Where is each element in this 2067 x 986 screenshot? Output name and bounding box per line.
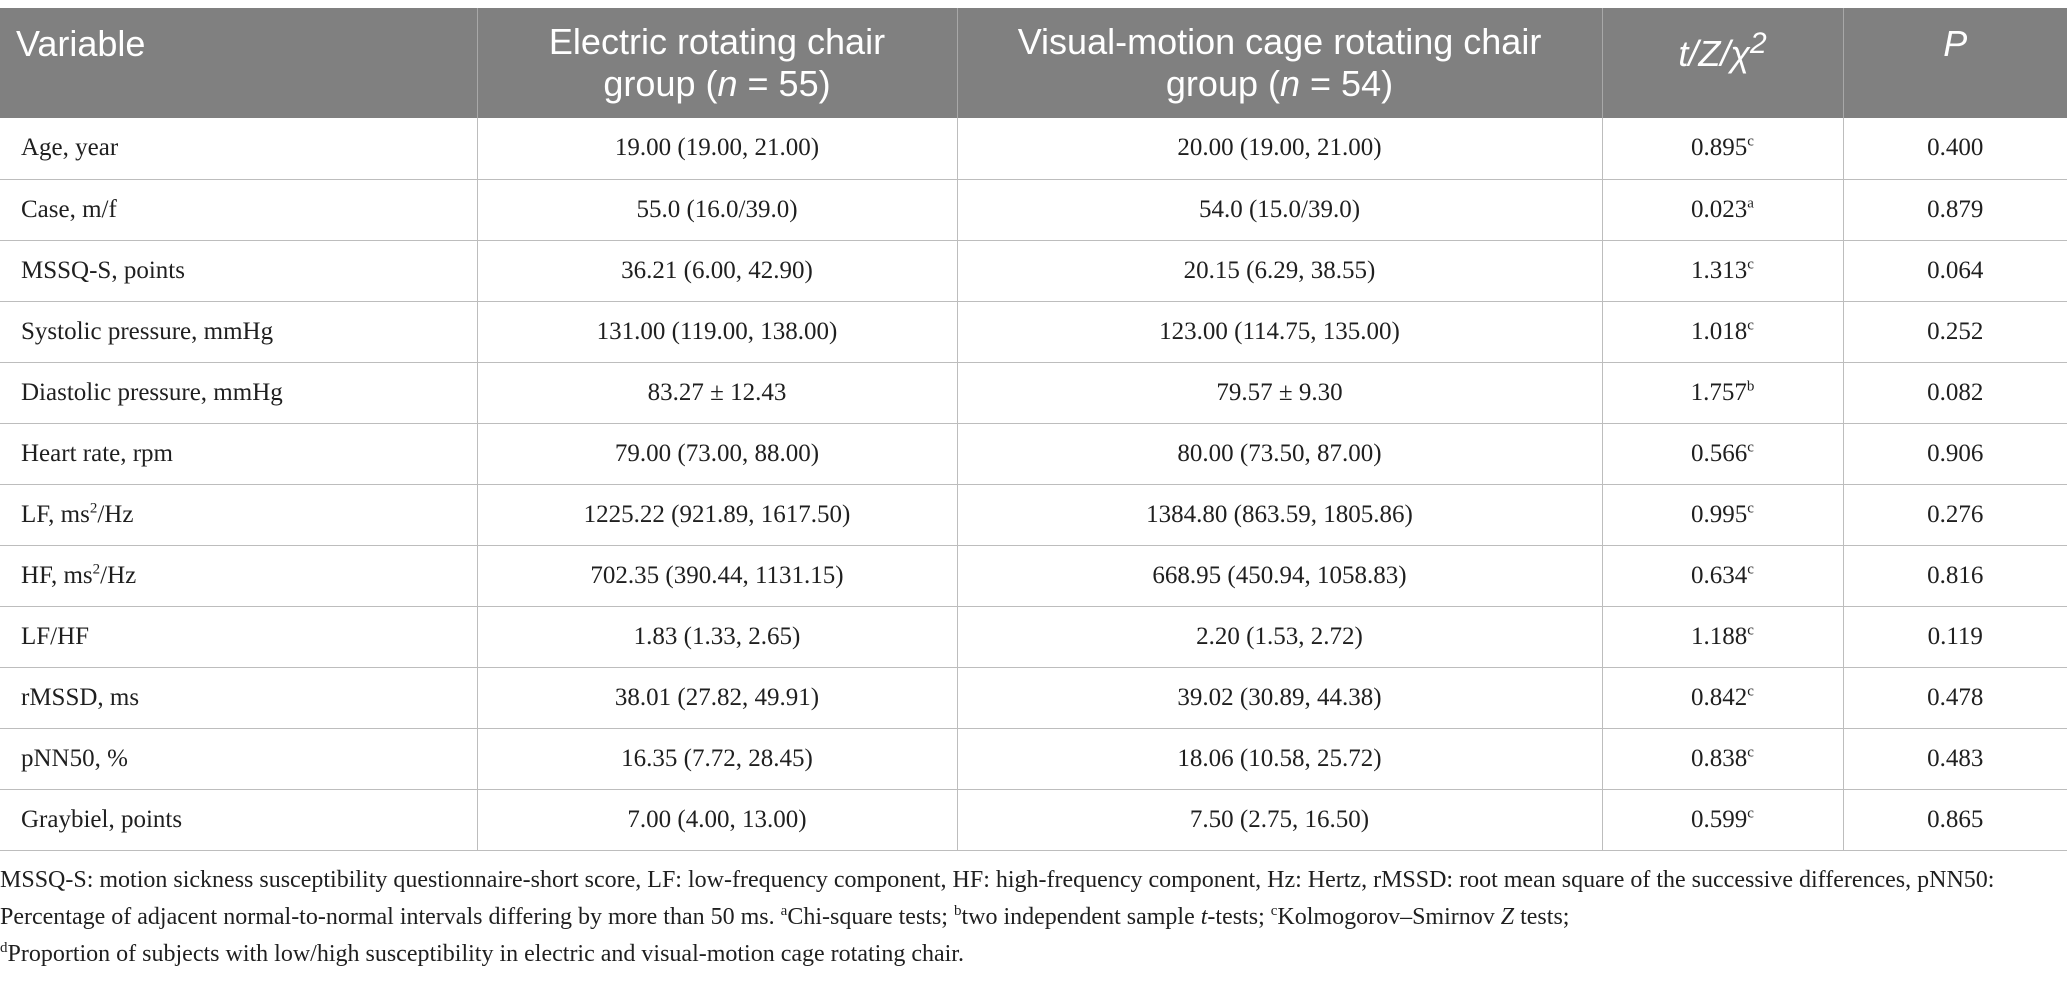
cell-variable <box>0 484 477 545</box>
variable-text: Case, m/f <box>21 195 117 223</box>
footnote-c-text2: tests; <box>1514 904 1570 930</box>
table-row <box>0 362 2067 423</box>
footnote-a-text: Chi-square tests; <box>787 904 954 930</box>
table-row <box>0 118 2067 179</box>
cell-p-value: 0.865 <box>1843 789 2067 850</box>
statistic-test-marker: c <box>1747 500 1754 517</box>
cell-statistic <box>1602 667 1843 728</box>
cell-electric: 7.00 (4.00, 13.00) <box>477 789 957 850</box>
header-statistic-label: t/Z/χ <box>1678 33 1750 74</box>
header-visual-group <box>957 8 1602 118</box>
footnote-d-text: Proportion of subjects with low/high susceptibility in electric and visual-motion cage rotating chair. <box>7 941 964 967</box>
statistic-test-marker: c <box>1747 805 1754 822</box>
cell-variable <box>0 545 477 606</box>
variable-text: LF, ms <box>21 500 90 528</box>
cell-visual: 54.0 (15.0/39.0) <box>957 179 1602 240</box>
cell-electric: 1.83 (1.33, 2.65) <box>477 606 957 667</box>
footnote-abbreviations: MSSQ-S: motion sickness susceptibility questionnaire-short score, LF: low-frequency component, HF: high-frequency component, Hz: Hertz, rMSSD: root mean square of the successive differences, pNN50: Percentage of adjacent normal-to-normal intervals differing by more than 50 ms. <box>0 867 1995 930</box>
table-row <box>0 179 2067 240</box>
header-electric-pre: group ( <box>603 63 718 104</box>
cell-visual: 668.95 (450.94, 1058.83) <box>957 545 1602 606</box>
cell-p-value: 0.400 <box>1843 118 2067 179</box>
variable-text: LF/HF <box>21 622 90 650</box>
cell-electric: 55.0 (16.0/39.0) <box>477 179 957 240</box>
statistic-value: 0.838 <box>1691 744 1748 772</box>
variable-text: rMSSD, ms <box>21 683 140 711</box>
statistic-test-marker: c <box>1747 561 1754 578</box>
variable-unit-suffix: /Hz <box>100 561 137 589</box>
variable-text: Heart rate, rpm <box>21 439 174 467</box>
header-electric-group <box>477 8 957 118</box>
cell-electric: 79.00 (73.00, 88.00) <box>477 423 957 484</box>
statistic-test-marker: c <box>1747 256 1754 273</box>
cell-statistic <box>1602 789 1843 850</box>
footnote-marker-a: a <box>780 903 788 919</box>
cell-p-value: 0.252 <box>1843 301 2067 362</box>
cell-visual: 7.50 (2.75, 16.50) <box>957 789 1602 850</box>
footnote-b-text: two independent sample <box>961 904 1201 930</box>
cell-visual: 20.15 (6.29, 38.55) <box>957 240 1602 301</box>
table-row <box>0 484 2067 545</box>
cell-variable <box>0 240 477 301</box>
statistic-value: 0.023 <box>1691 195 1748 223</box>
header-p-value <box>1843 8 2067 118</box>
cell-electric: 83.27 ± 12.43 <box>477 362 957 423</box>
cell-electric: 16.35 (7.72, 28.45) <box>477 728 957 789</box>
variable-text: Age, year <box>21 134 119 162</box>
footnote-marker-d: d <box>0 940 8 956</box>
cell-electric: 38.01 (27.82, 49.91) <box>477 667 957 728</box>
cell-statistic <box>1602 606 1843 667</box>
cell-visual: 18.06 (10.58, 25.72) <box>957 728 1602 789</box>
statistic-test-marker: a <box>1747 195 1754 212</box>
statistic-test-marker: c <box>1747 317 1754 334</box>
statistic-value: 0.566 <box>1691 439 1748 467</box>
header-electric-post: = 55) <box>737 63 831 104</box>
header-p-label: P <box>1943 23 1968 64</box>
variable-text: pNN50, % <box>21 744 128 772</box>
cell-electric: 1225.22 (921.89, 1617.50) <box>477 484 957 545</box>
statistic-value: 0.842 <box>1691 683 1748 711</box>
cell-visual: 39.02 (30.89, 44.38) <box>957 667 1602 728</box>
cell-variable <box>0 362 477 423</box>
cell-statistic <box>1602 301 1843 362</box>
cell-statistic <box>1602 179 1843 240</box>
variable-unit-sup: 2 <box>92 561 101 578</box>
statistic-value: 1.313 <box>1691 256 1748 284</box>
footnote-marker-b: b <box>953 903 962 919</box>
cell-p-value: 0.483 <box>1843 728 2067 789</box>
header-electric-line1: Electric rotating chair <box>548 21 886 62</box>
cell-visual: 80.00 (73.50, 87.00) <box>957 423 1602 484</box>
cell-p-value: 0.816 <box>1843 545 2067 606</box>
statistic-test-marker: c <box>1747 439 1754 456</box>
cell-statistic <box>1602 728 1843 789</box>
cell-visual: 2.20 (1.53, 2.72) <box>957 606 1602 667</box>
cell-variable <box>0 789 477 850</box>
statistic-test-marker: c <box>1747 133 1754 150</box>
statistic-value: 0.599 <box>1691 805 1748 833</box>
variable-text: Graybiel, points <box>21 805 183 833</box>
footnote-c-z: Z <box>1500 904 1515 930</box>
header-visual-post: = 54) <box>1300 63 1394 104</box>
variable-text: Diastolic pressure, mmHg <box>21 378 283 406</box>
table-row <box>0 728 2067 789</box>
cell-variable <box>0 179 477 240</box>
table-row <box>0 301 2067 362</box>
variable-unit-sup: 2 <box>89 500 98 517</box>
cell-visual: 123.00 (114.75, 135.00) <box>957 301 1602 362</box>
table-footnote <box>0 862 2050 973</box>
statistic-test-marker: c <box>1747 622 1754 639</box>
cell-electric: 36.21 (6.00, 42.90) <box>477 240 957 301</box>
cell-statistic <box>1602 118 1843 179</box>
footnote-b-text2: -tests; <box>1207 904 1271 930</box>
statistic-value: 0.634 <box>1691 561 1748 589</box>
table-row <box>0 423 2067 484</box>
variable-text: Systolic pressure, mmHg <box>21 317 274 345</box>
cell-statistic <box>1602 240 1843 301</box>
cell-variable <box>0 606 477 667</box>
cell-p-value: 0.478 <box>1843 667 2067 728</box>
cell-variable <box>0 118 477 179</box>
results-table <box>0 8 2067 851</box>
table-row <box>0 545 2067 606</box>
cell-statistic <box>1602 362 1843 423</box>
cell-statistic <box>1602 423 1843 484</box>
cell-electric: 702.35 (390.44, 1131.15) <box>477 545 957 606</box>
statistic-test-marker: b <box>1746 378 1755 395</box>
cell-visual: 20.00 (19.00, 21.00) <box>957 118 1602 179</box>
table-row <box>0 606 2067 667</box>
cell-electric: 19.00 (19.00, 21.00) <box>477 118 957 179</box>
table-body <box>0 118 2067 850</box>
cell-visual: 79.57 ± 9.30 <box>957 362 1602 423</box>
header-statistic-sup: 2 <box>1749 27 1767 60</box>
statistic-value: 0.995 <box>1691 500 1748 528</box>
table-row <box>0 240 2067 301</box>
statistic-value: 1.188 <box>1691 622 1748 650</box>
variable-text: MSSQ-S, points <box>21 256 185 284</box>
cell-p-value: 0.119 <box>1843 606 2067 667</box>
header-visual-line1: Visual-motion cage rotating chair <box>1017 21 1542 62</box>
cell-p-value: 0.276 <box>1843 484 2067 545</box>
cell-variable <box>0 301 477 362</box>
results-table-container <box>0 8 2067 851</box>
variable-unit-suffix: /Hz <box>97 500 134 528</box>
table-header <box>0 8 2067 118</box>
header-row <box>0 8 2067 118</box>
statistic-test-marker: c <box>1747 744 1754 761</box>
cell-variable <box>0 423 477 484</box>
footnote-marker-c: c <box>1270 903 1278 919</box>
statistic-value: 1.018 <box>1691 317 1748 345</box>
table-row <box>0 667 2067 728</box>
footnote-c-text: Kolmogorov–Smirnov <box>1277 904 1501 930</box>
table-row <box>0 789 2067 850</box>
statistic-test-marker: c <box>1747 683 1754 700</box>
header-statistic <box>1602 8 1843 118</box>
cell-p-value: 0.879 <box>1843 179 2067 240</box>
header-visual-n: n <box>1279 63 1301 104</box>
header-visual-pre: group ( <box>1165 63 1280 104</box>
variable-text: HF, ms <box>21 561 93 589</box>
cell-electric: 131.00 (119.00, 138.00) <box>477 301 957 362</box>
cell-visual: 1384.80 (863.59, 1805.86) <box>957 484 1602 545</box>
cell-statistic <box>1602 484 1843 545</box>
header-variable: Variable <box>0 8 477 118</box>
cell-statistic <box>1602 545 1843 606</box>
footnote-b-t: t <box>1200 904 1208 930</box>
statistic-value: 1.757 <box>1690 378 1747 406</box>
cell-variable <box>0 667 477 728</box>
statistic-value: 0.895 <box>1691 134 1748 162</box>
cell-variable <box>0 728 477 789</box>
header-electric-n: n <box>717 63 738 104</box>
cell-p-value: 0.064 <box>1843 240 2067 301</box>
cell-p-value: 0.906 <box>1843 423 2067 484</box>
cell-p-value: 0.082 <box>1843 362 2067 423</box>
